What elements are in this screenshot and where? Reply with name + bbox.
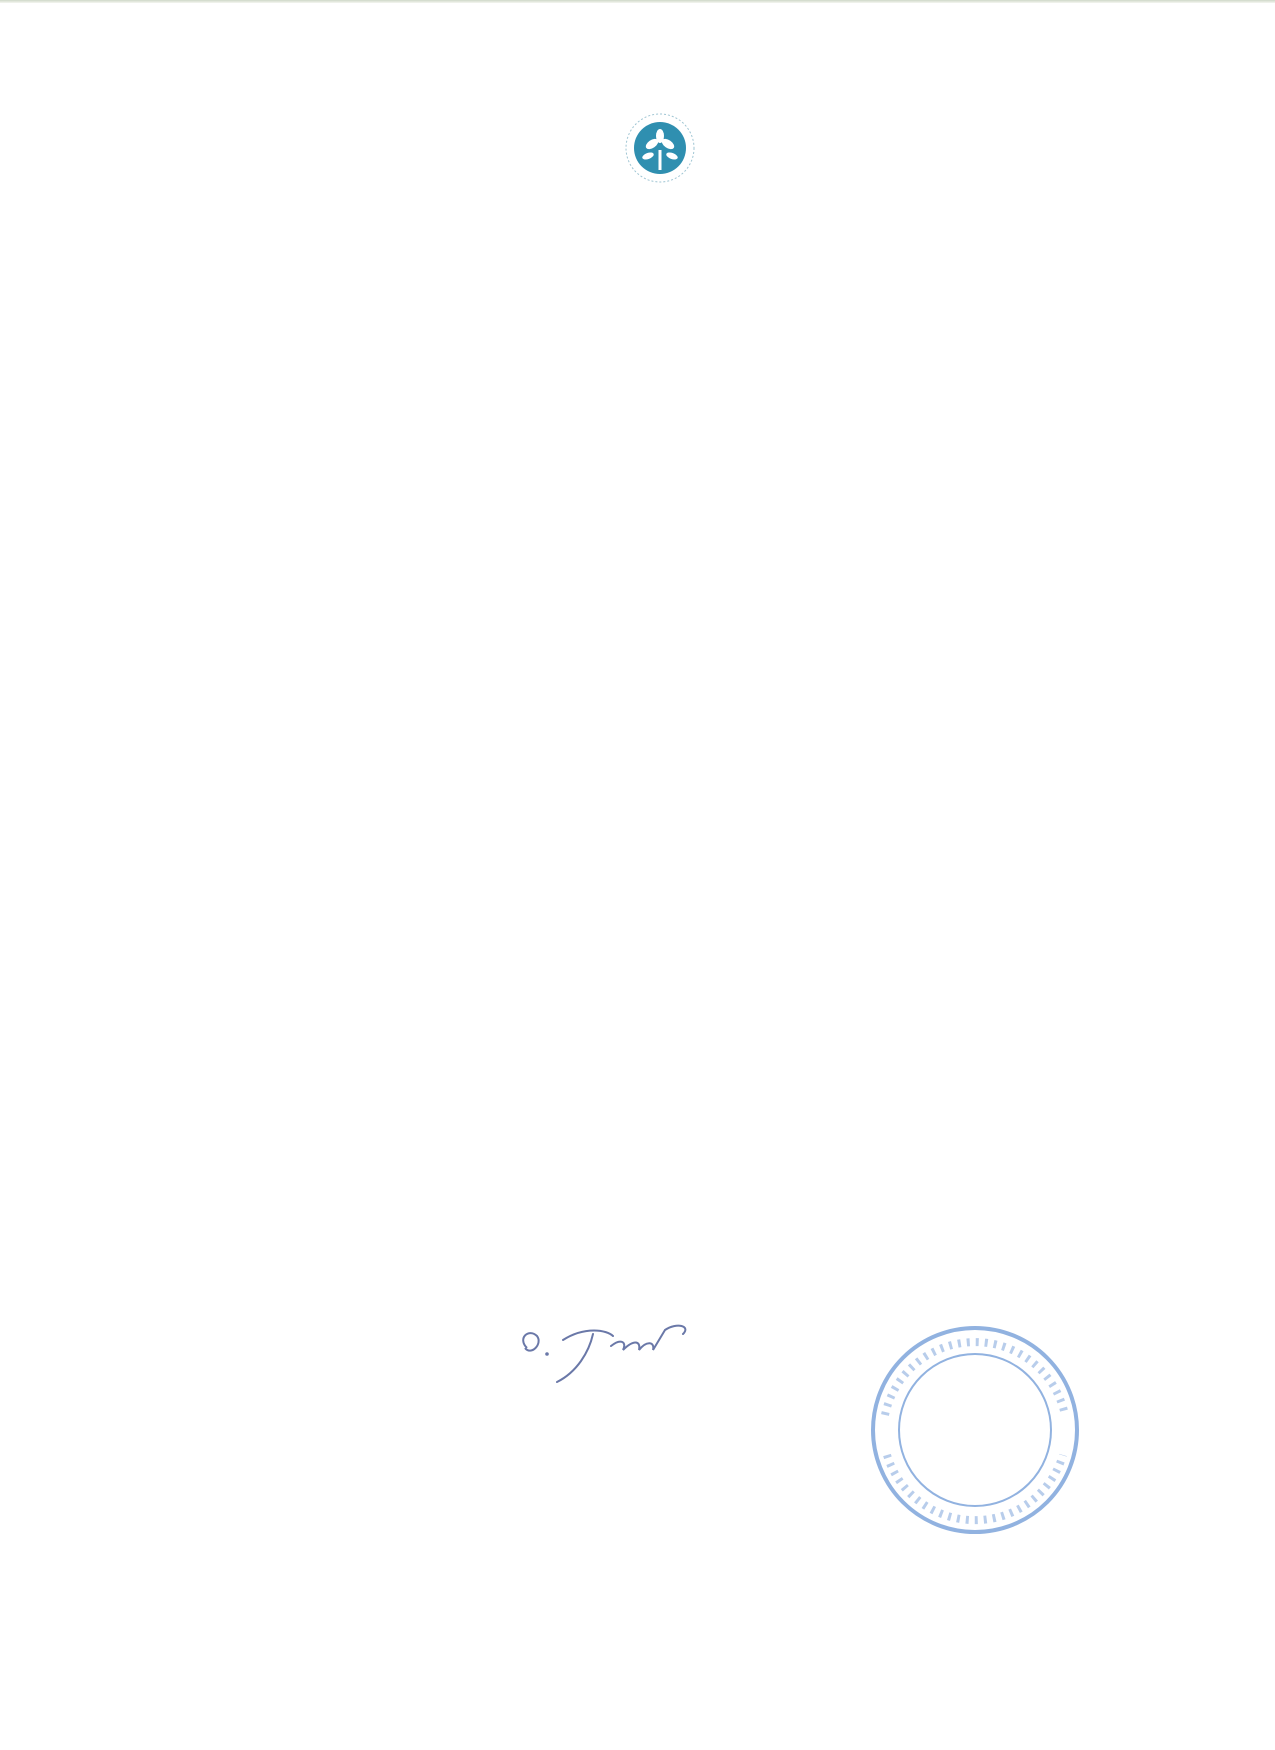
christmas-trees-border: [0, 1480, 1275, 1750]
handwritten-signature: [515, 1300, 735, 1390]
tree-leaves-logo-icon: [608, 100, 713, 190]
